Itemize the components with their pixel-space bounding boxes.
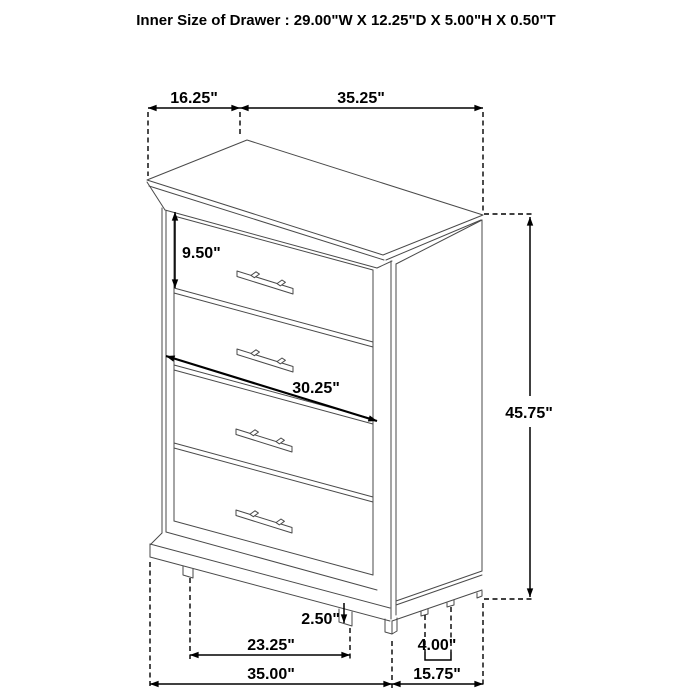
label-top-side-depth: 16.25" <box>170 90 218 107</box>
corner-foot <box>385 619 392 634</box>
label-overall-height: 45.75" <box>505 405 553 422</box>
drawer-divider <box>174 448 373 502</box>
label-overall-depth: 15.75" <box>413 666 461 683</box>
drawer-handle <box>237 271 293 294</box>
drawer-handle <box>237 349 293 372</box>
label-top-front-width: 35.25" <box>337 90 385 107</box>
dim-overall-height <box>484 214 553 599</box>
label-drawer-front-width: 30.25" <box>292 380 340 397</box>
label-overall-width: 35.00" <box>247 666 295 683</box>
label-top-drawer-height: 9.50" <box>182 245 221 262</box>
label-side-foot-spacing: 4.00" <box>417 637 457 654</box>
side-rear-foot <box>477 591 482 598</box>
drawer-handle <box>236 429 292 452</box>
label-front-foot-spacing: 23.25" <box>247 637 295 654</box>
drawer-4-bottom-edge <box>174 521 373 575</box>
chest-side <box>392 220 482 621</box>
drawer-divider <box>174 370 373 424</box>
drawer-handles <box>236 271 293 533</box>
drawer-divider <box>174 288 373 342</box>
drawer-handle <box>236 510 292 533</box>
drawer-divider <box>174 293 373 347</box>
drawer-divider <box>174 443 373 497</box>
chest-front <box>150 208 396 619</box>
front-right-foot <box>339 609 352 626</box>
label-foot-height: 2.50" <box>301 611 340 628</box>
page-title: Inner Size of Drawer : 29.00"W X 12.25"D X 5.00"H X 0.50"T <box>136 12 556 29</box>
